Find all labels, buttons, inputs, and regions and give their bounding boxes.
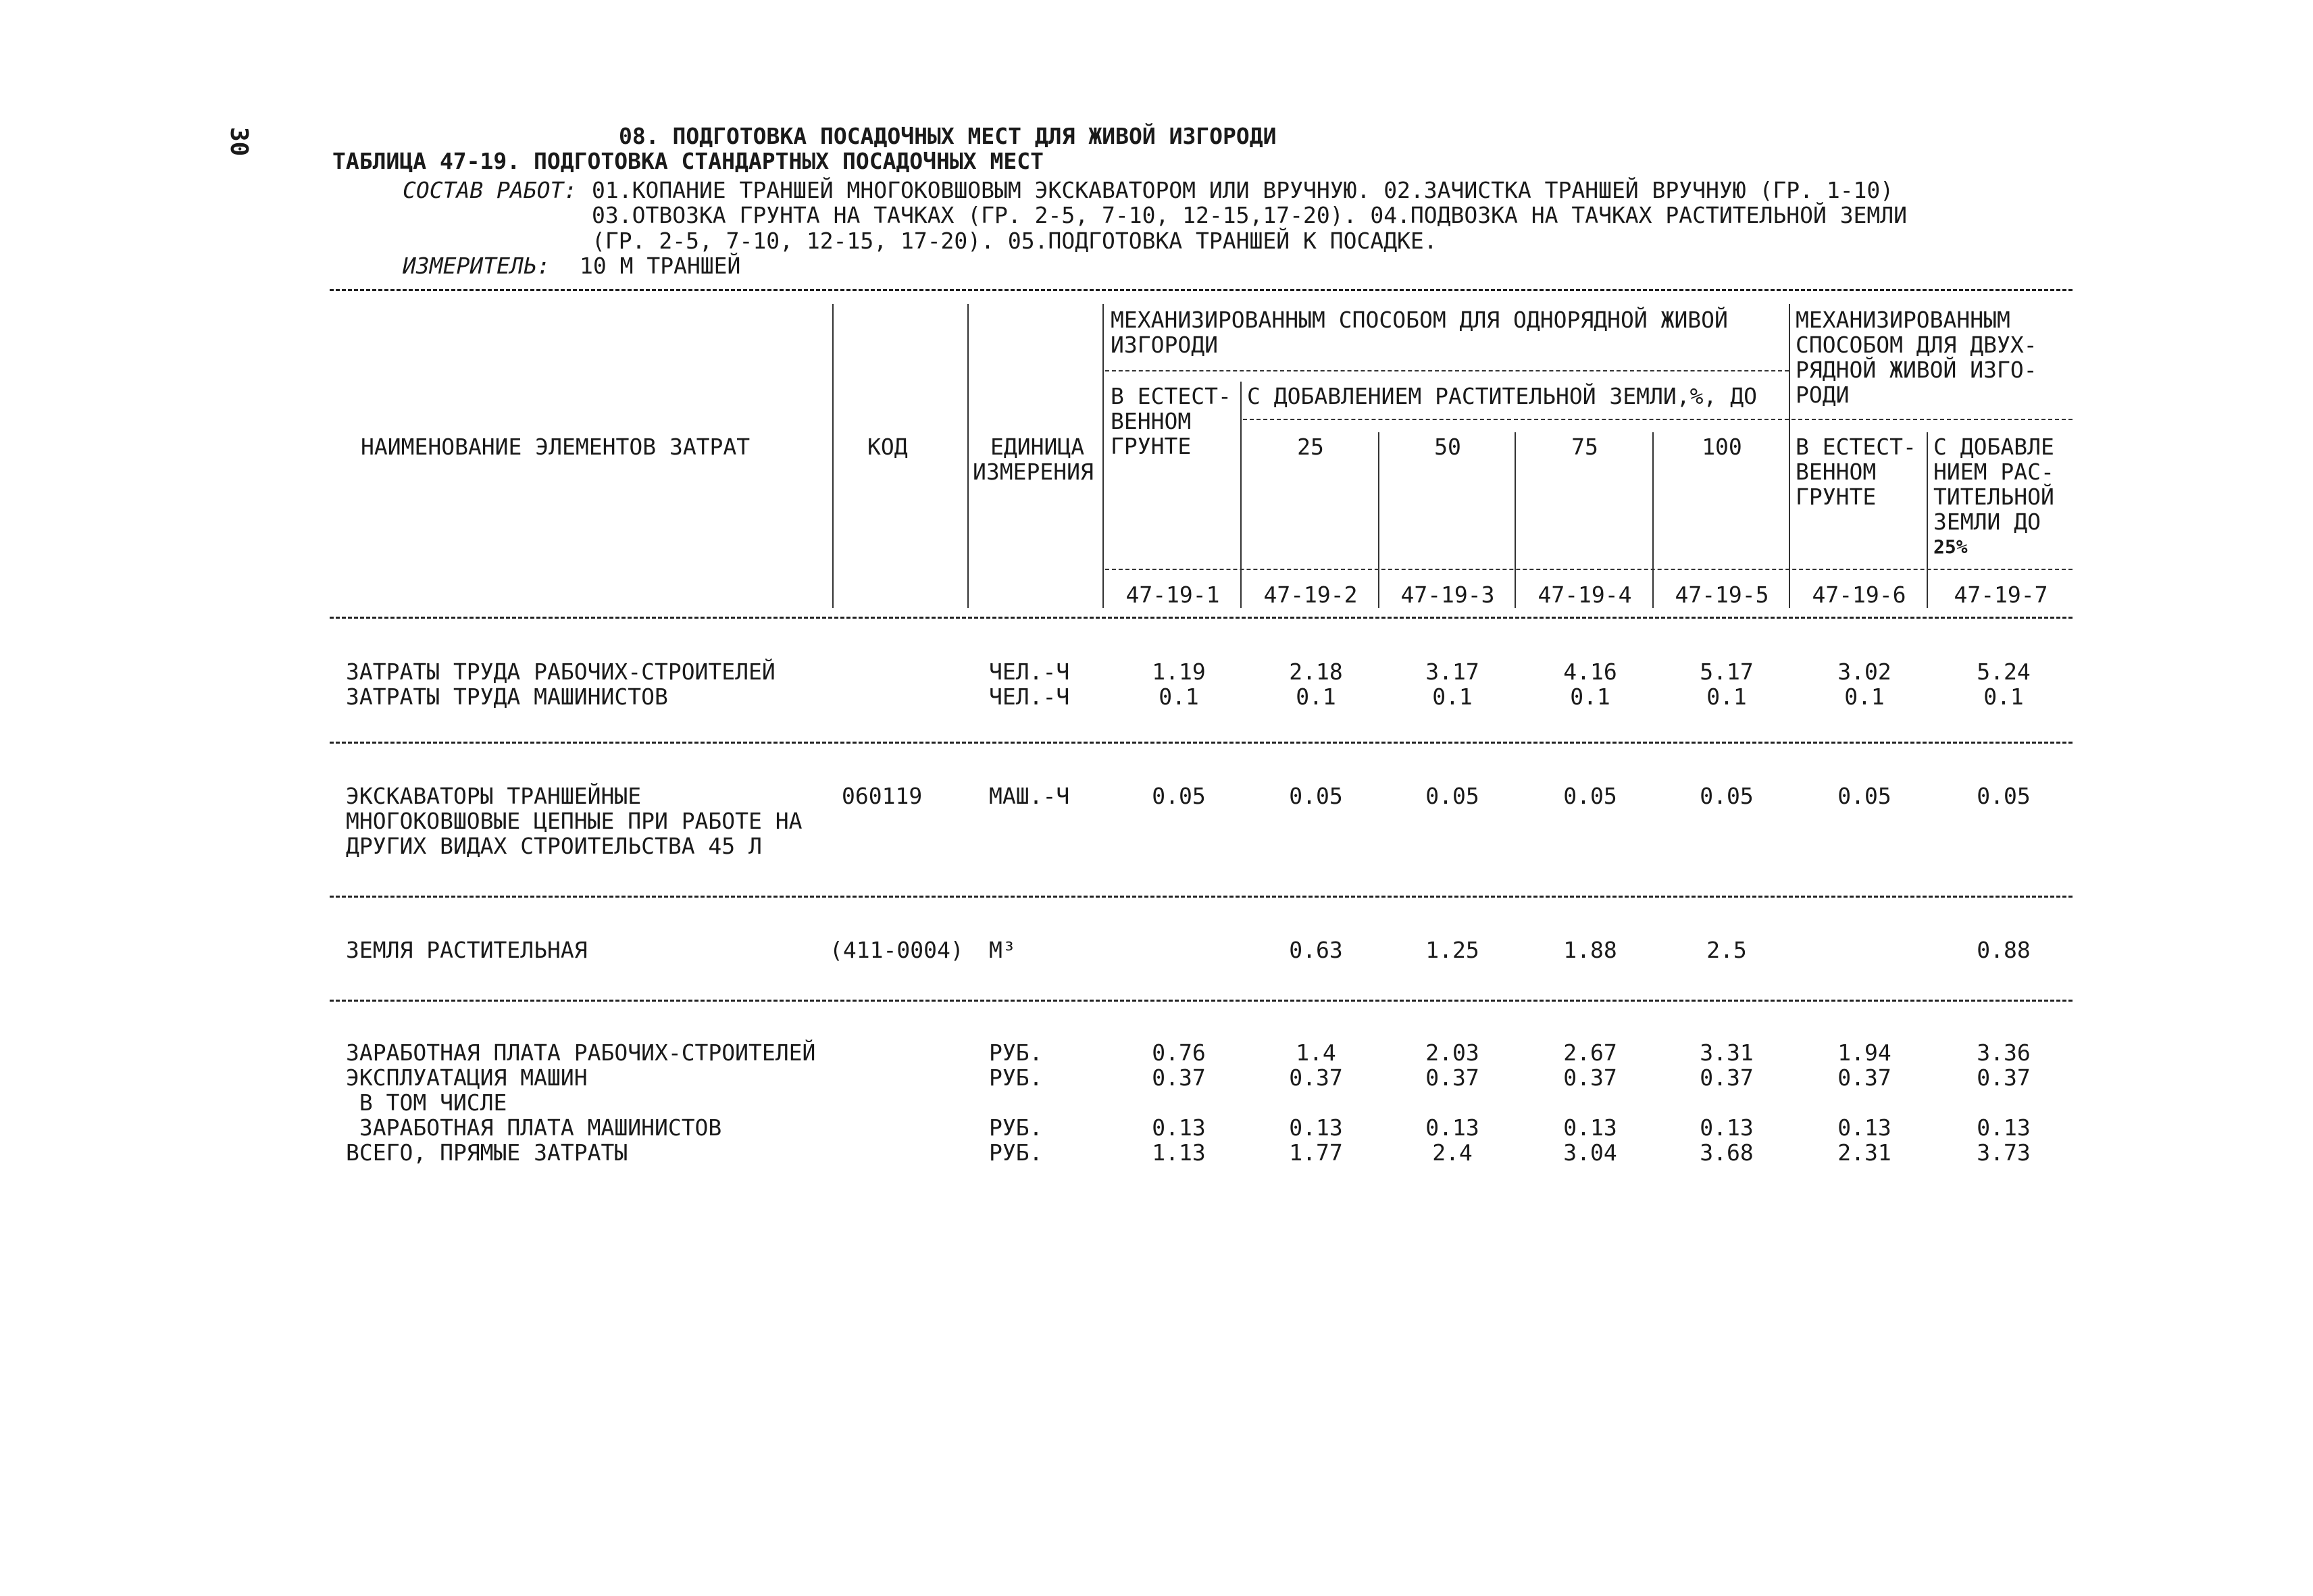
header-group1-line-2: ИЗГОРОДИ <box>1111 332 1218 358</box>
row-value: 3.17 <box>1425 659 1479 685</box>
rule-v-code-left <box>832 304 834 608</box>
row-name: МНОГОКОВШОВЫЕ ЦЕПНЫЕ ПРИ РАБОТЕ НА <box>346 808 803 834</box>
code-47-19-3: 47-19-3 <box>1400 582 1495 608</box>
row-name: ЭКСПЛУАТАЦИЯ МАШИН <box>346 1064 588 1091</box>
row-value: 5.24 <box>1977 659 2031 685</box>
rule-h-group2-split <box>1791 419 2073 420</box>
row-value: 0.05 <box>1700 783 1754 809</box>
row-value: 3.02 <box>1837 659 1891 685</box>
row-value: 2.67 <box>1563 1039 1617 1066</box>
row-value: 0.05 <box>1289 783 1343 809</box>
header-percent-100: 100 <box>1702 434 1742 460</box>
composition-line-3: (ГР. 2-5, 7-10, 12-15, 17-20). 05.ПОДГОТОВКА ТРАНШЕЙ К ПОСАДКЕ. <box>592 228 1438 254</box>
rule-h-added-split <box>1243 419 1789 420</box>
row-value: 0.1 <box>1983 684 2024 710</box>
row-value: 0.13 <box>1563 1114 1617 1141</box>
header-percent-25: 25 <box>1297 434 1324 460</box>
header-percent-50: 50 <box>1434 434 1461 460</box>
row-value: 2.4 <box>1432 1139 1473 1166</box>
row-value: 3.68 <box>1700 1139 1754 1166</box>
rule-v-code-right <box>967 304 969 608</box>
header-group2-added-4: ЗЕМЛИ ДО <box>1933 509 2041 535</box>
row-name: В ТОМ ЧИСЛЕ <box>346 1089 507 1116</box>
row-value: 0.1 <box>1570 684 1610 710</box>
row-unit: РУБ. <box>989 1064 1043 1091</box>
row-value: 0.13 <box>1152 1114 1206 1141</box>
header-group1-natural-1: В ЕСТЕСТ- <box>1111 383 1231 409</box>
row-unit: ЧЕЛ.-Ч <box>989 684 1070 710</box>
header-unit-col-2: ИЗМЕРЕНИЯ <box>973 459 1094 485</box>
header-code-col: КОД <box>867 434 908 460</box>
row-value: 0.1 <box>1844 684 1885 710</box>
row-name: ВСЕГО, ПРЯМЫЕ ЗАТРАТЫ <box>346 1139 628 1166</box>
table-title: ТАБЛИЦА 47-19. ПОДГОТОВКА СТАНДАРТНЫХ ПОСАДОЧНЫХ МЕСТ <box>332 148 1044 174</box>
row-value: 0.1 <box>1706 684 1747 710</box>
header-group2-line-3: РЯДНОЙ ЖИВОЙ ИЗГО- <box>1796 357 2037 383</box>
row-value: 0.37 <box>1152 1064 1206 1091</box>
rule-v-c4-right <box>1652 432 1654 608</box>
rule-v-c2-right <box>1378 432 1379 608</box>
header-name-col: НАИМЕНОВАНИЕ ЭЛЕМЕНТОВ ЗАТРАТ <box>361 434 751 460</box>
row-name: ДРУГИХ ВИДАХ СТРОИТЕЛЬСТВА 45 Л <box>346 833 762 859</box>
section-title: 08. ПОДГОТОВКА ПОСАДОЧНЫХ МЕСТ ДЛЯ ЖИВОЙ ИЗГОРОДИ <box>619 123 1277 149</box>
row-unit: РУБ. <box>989 1039 1043 1066</box>
row-value: 0.37 <box>1425 1064 1479 1091</box>
rule-h-codes <box>1105 569 2073 570</box>
header-group2-added-1: С ДОБАВЛЕ <box>1933 434 2054 460</box>
row-value: 0.37 <box>1289 1064 1343 1091</box>
row-name: ЗАТРАТЫ ТРУДА МАШИНИСТОВ <box>346 684 668 710</box>
row-value: 0.37 <box>1563 1064 1617 1091</box>
row-value: 3.31 <box>1700 1039 1754 1066</box>
header-group1-line-1: МЕХАНИЗИРОВАННЫМ СПОСОБОМ ДЛЯ ОДНОРЯДНОЙ ЖИВОЙ <box>1111 307 1728 333</box>
row-value: 2.31 <box>1837 1139 1891 1166</box>
row-value: 1.4 <box>1296 1039 1336 1066</box>
row-value: 0.05 <box>1425 783 1479 809</box>
header-group2-natural-2: ВЕННОМ <box>1796 459 1877 485</box>
row-value: 2.18 <box>1289 659 1343 685</box>
measure-value: 10 М ТРАНШЕЙ <box>580 253 741 279</box>
row-value: 1.25 <box>1425 937 1479 963</box>
row-value: 0.1 <box>1296 684 1336 710</box>
row-value: 2.5 <box>1706 937 1747 963</box>
row-value: 0.05 <box>1837 783 1891 809</box>
composition-line-1: 01.КОПАНИЕ ТРАНШЕЙ МНОГОКОВШОВЫМ ЭКСКАВАТОРОМ ИЛИ ВРУЧНУЮ. 02.ЗАЧИСТКА ТРАНШЕЙ ВРУЧНУЮ (ГР. 1-10) <box>592 177 1894 203</box>
row-code: 060119 <box>842 783 923 809</box>
header-group2-line-2: СПОСОБОМ ДЛЯ ДВУХ- <box>1796 332 2037 358</box>
row-value: 1.88 <box>1563 937 1617 963</box>
header-group1-added: С ДОБАВЛЕНИЕМ РАСТИТЕЛЬНОЙ ЗЕМЛИ,%, ДО <box>1247 383 1757 409</box>
code-47-19-4: 47-19-4 <box>1537 582 1632 608</box>
row-value: 0.13 <box>1425 1114 1479 1141</box>
rule-v-c6-right <box>1927 432 1928 608</box>
row-value: 0.37 <box>1837 1064 1891 1091</box>
code-47-19-6: 47-19-6 <box>1812 582 1906 608</box>
rule-v-c1-right <box>1240 382 1242 608</box>
header-group2-added-3: ТИТЕЛЬНОЙ <box>1933 484 2054 510</box>
header-group2-line-1: МЕХАНИЗИРОВАННЫМ <box>1796 307 2010 333</box>
row-value: 0.05 <box>1563 783 1617 809</box>
composition-line-2: 03.ОТВОЗКА ГРУНТА НА ТАЧКАХ (ГР. 2-5, 7-10, 12-15,17-20). 04.ПОДВОЗКА НА ТАЧКАХ РАСТИТЕЛЬНОЙ ЗЕМЛИ <box>592 202 1908 228</box>
row-value: 1.94 <box>1837 1039 1891 1066</box>
group-rule-1 <box>330 742 2073 744</box>
header-unit-col-1: ЕДИНИЦА <box>990 434 1085 460</box>
row-value: 3.36 <box>1977 1039 2031 1066</box>
header-top-rule <box>330 289 2073 291</box>
row-value: 0.37 <box>1977 1064 2031 1091</box>
header-group2-line-4: РОДИ <box>1796 382 1850 408</box>
rule-v-c5-right <box>1789 304 1790 608</box>
row-value: 4.16 <box>1563 659 1617 685</box>
row-value: 1.19 <box>1152 659 1206 685</box>
code-47-19-5: 47-19-5 <box>1675 582 1769 608</box>
rule-v-c3-right <box>1515 432 1516 608</box>
row-value: 0.05 <box>1152 783 1206 809</box>
code-47-19-2: 47-19-2 <box>1263 582 1358 608</box>
row-value: 0.37 <box>1700 1064 1754 1091</box>
header-group1-natural-2: ВЕННОМ <box>1111 408 1192 434</box>
code-47-19-7: 47-19-7 <box>1954 582 2048 608</box>
row-code: (411-0004) <box>830 937 964 963</box>
measure-label: ИЗМЕРИТЕЛЬ: <box>403 253 551 279</box>
row-value: 2.03 <box>1425 1039 1479 1066</box>
row-value: 1.77 <box>1289 1139 1343 1166</box>
row-unit: М³ <box>989 937 1016 963</box>
row-name: ЗАРАБОТНАЯ ПЛАТА РАБОЧИХ-СТРОИТЕЛЕЙ <box>346 1039 816 1066</box>
row-value: 3.73 <box>1977 1139 2031 1166</box>
row-value: 5.17 <box>1700 659 1754 685</box>
row-value: 3.04 <box>1563 1139 1617 1166</box>
header-group2-natural-1: В ЕСТЕСТ- <box>1796 434 1916 460</box>
header-percent-75: 75 <box>1571 434 1598 460</box>
row-value: 0.13 <box>1977 1114 2031 1141</box>
rule-h-group1-split <box>1105 370 1789 371</box>
row-value: 0.13 <box>1700 1114 1754 1141</box>
composition-label: СОСТАВ РАБОТ: <box>403 177 578 203</box>
row-unit: МАШ.-Ч <box>989 783 1070 809</box>
row-value: 0.13 <box>1289 1114 1343 1141</box>
group-rule-3 <box>330 1000 2073 1002</box>
header-group1-natural-3: ГРУНТЕ <box>1111 433 1192 459</box>
header-group2-added-2: НИЕМ РАС- <box>1933 459 2054 485</box>
header-group2-natural-3: ГРУНТЕ <box>1796 484 1877 510</box>
row-value: 0.76 <box>1152 1039 1206 1066</box>
rule-v-unit-right <box>1102 304 1104 608</box>
row-name: ЗЕМЛЯ РАСТИТЕЛЬНАЯ <box>346 937 588 963</box>
row-value: 0.63 <box>1289 937 1343 963</box>
row-value: 0.13 <box>1837 1114 1891 1141</box>
row-value: 0.1 <box>1159 684 1199 710</box>
row-unit: РУБ. <box>989 1139 1043 1166</box>
header-bottom-rule <box>330 617 2073 619</box>
group-rule-2 <box>330 896 2073 898</box>
page-number: 30 <box>225 127 253 157</box>
row-name: ЗАРАБОТНАЯ ПЛАТА МАШИНИСТОВ <box>346 1114 722 1141</box>
row-value: 0.05 <box>1977 783 2031 809</box>
row-name: ЭКСКАВАТОРЫ ТРАНШЕЙНЫЕ <box>346 783 642 809</box>
code-47-19-1: 47-19-1 <box>1125 582 1220 608</box>
row-name: ЗАТРАТЫ ТРУДА РАБОЧИХ-СТРОИТЕЛЕЙ <box>346 659 776 685</box>
row-value: 1.13 <box>1152 1139 1206 1166</box>
header-group2-added-5: 25% <box>1933 536 1968 558</box>
row-unit: РУБ. <box>989 1114 1043 1141</box>
row-value: 0.88 <box>1977 937 2031 963</box>
row-unit: ЧЕЛ.-Ч <box>989 659 1070 685</box>
row-value: 0.1 <box>1432 684 1473 710</box>
